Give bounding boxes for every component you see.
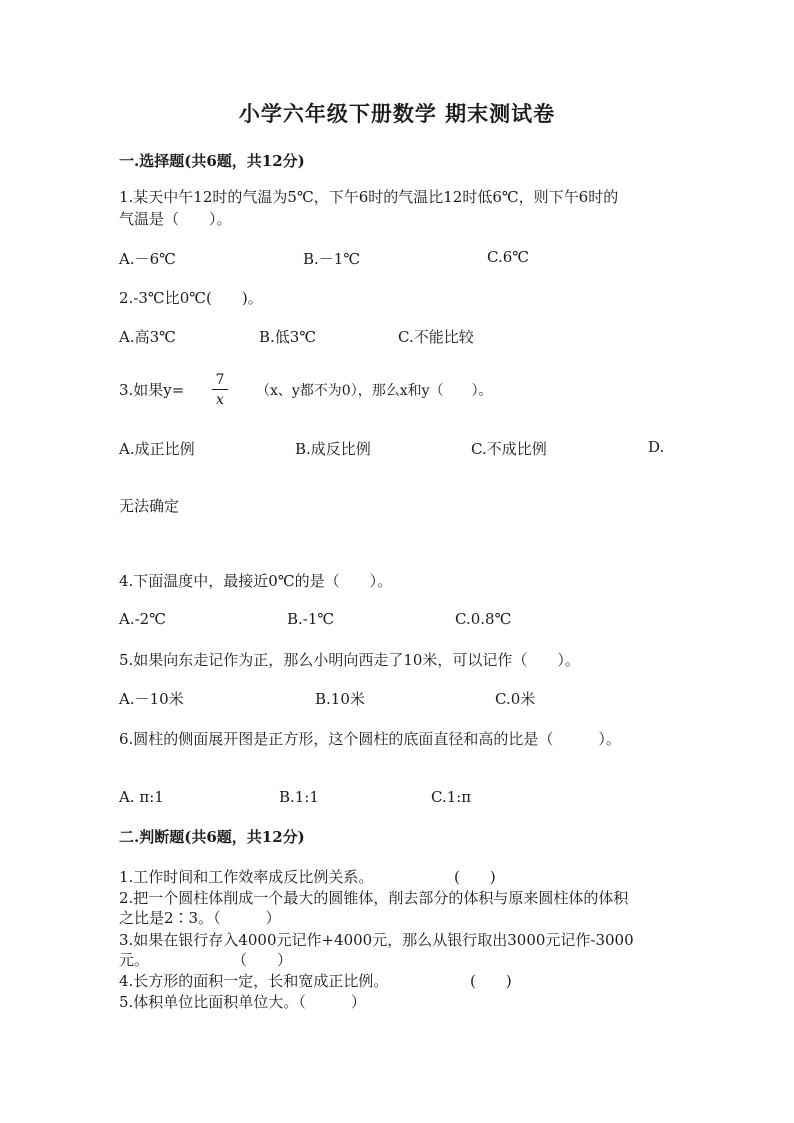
question-4-text: 4.下面温度中，最接近0℃的是（ ）。 <box>119 572 393 590</box>
question-6-option-b: B.1:1 <box>279 788 319 806</box>
judgement-2-line-2: 之比是2∶3。（ ） <box>119 909 281 927</box>
section-heading-choice: 一.选择题(共6题，共12分) <box>119 152 305 170</box>
judgement-2-line-1: 2.把一个圆柱体削成一个最大的圆锥体，削去部分的体积与原来圆柱体的体积 <box>119 889 629 907</box>
question-6-option-a: A. π:1 <box>119 788 164 806</box>
fraction-bar <box>212 389 228 390</box>
question-5-option-b: B.10米 <box>315 690 365 708</box>
question-2-text: 2.-3℃比0℃( )。 <box>119 289 263 307</box>
question-4-option-b: B.-1℃ <box>287 610 335 628</box>
question-5-text: 5.如果向东走记作为正，那么小明向西走了10米，可以记作（ ）。 <box>119 651 580 669</box>
judgement-1-blank: ( ) <box>454 868 496 886</box>
question-6-option-c: C.1:π <box>431 788 472 806</box>
question-2-option-c: C.不能比较 <box>398 328 474 346</box>
question-5-option-a: A.－10米 <box>119 690 184 708</box>
judgement-3-line-1: 3.如果在银行存入4000元记作+4000元，那么从银行取出3000元记作-3000 <box>119 931 634 949</box>
section-heading-judgement: 二.判断题(共6题，共12分) <box>119 828 305 846</box>
question-3-option-d-text: 无法确定 <box>119 497 180 515</box>
question-6-text: 6.圆柱的侧面展开图是正方形，这个圆柱的底面直径和高的比是（ ）。 <box>119 730 621 748</box>
judgement-1-text: 1.工作时间和工作效率成反比例关系。 <box>119 868 374 886</box>
question-1-line-2: 气温是（ ）。 <box>119 210 232 228</box>
judgement-4-blank: ( ) <box>470 972 512 990</box>
judgement-3-line-2: 元。 <box>119 951 150 969</box>
question-1-option-c: C.6℃ <box>487 248 530 266</box>
question-5-option-c: C.0米 <box>495 690 536 708</box>
question-3-option-a: A.成正比例 <box>119 440 195 458</box>
fraction <box>211 373 229 407</box>
question-1-line-1: 1.某天中午12时的气温为5℃，下午6时的气温比12时低6℃，则下午6时的 <box>119 188 619 206</box>
question-2-option-a: A.高3℃ <box>119 328 176 346</box>
question-2-option-b: B.低3℃ <box>259 328 317 346</box>
question-3-option-d: D. <box>648 438 665 456</box>
fraction-denominator: x <box>216 392 224 408</box>
page-title: 小学六年级下册数学 期末测试卷 <box>238 101 556 126</box>
question-3-prefix: 3.如果y= <box>119 381 185 399</box>
fraction-numerator: 7 <box>215 372 225 388</box>
question-4-option-c: C.0.8℃ <box>455 610 512 628</box>
judgement-3-blank: （ ） <box>232 951 293 969</box>
judgement-5-text: 5.体积单位比面积单位大。（ ） <box>119 993 366 1011</box>
question-1-option-b: B.－1℃ <box>303 250 361 268</box>
question-3-suffix: （x、y都不为0），那么x和y（ ）。 <box>256 383 493 399</box>
judgement-4-text: 4.长方形的面积一定，长和宽成正比例。 <box>119 972 389 990</box>
question-3-option-c: C.不成比例 <box>471 440 547 458</box>
question-4-option-a: A.-2℃ <box>119 610 166 628</box>
question-3-option-b: B.成反比例 <box>295 440 371 458</box>
question-1-option-a: A.－6℃ <box>119 250 176 268</box>
